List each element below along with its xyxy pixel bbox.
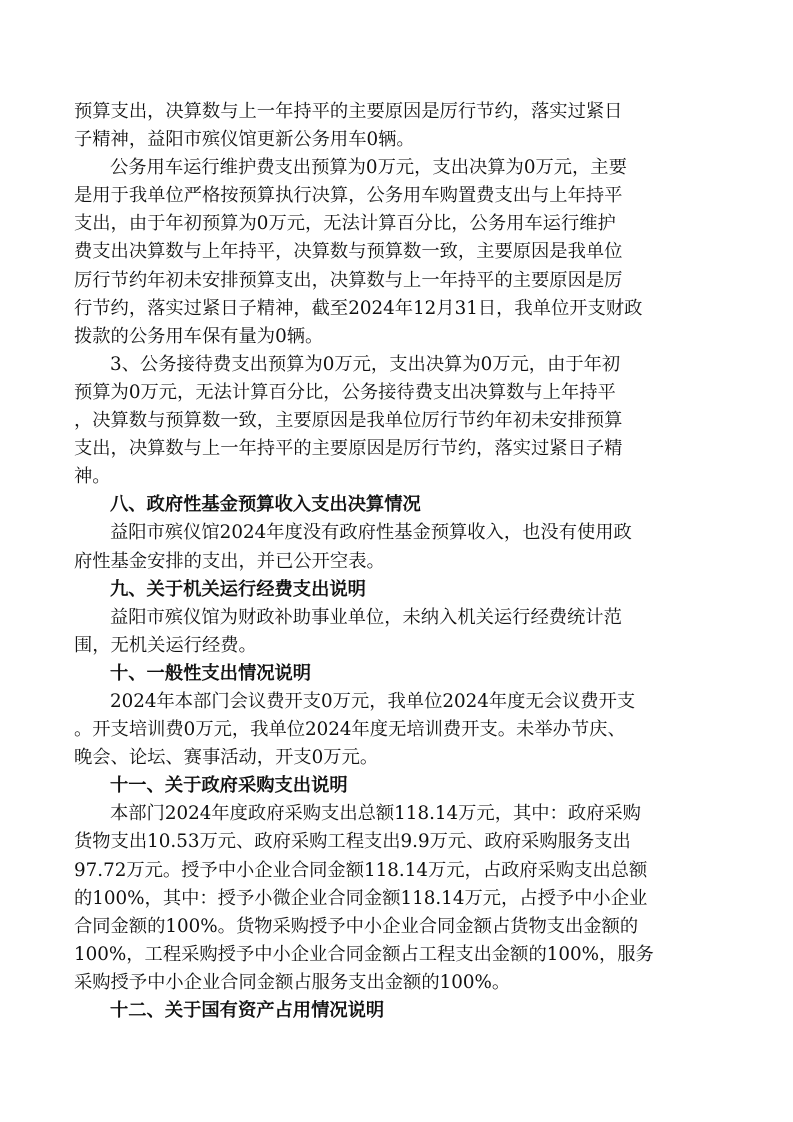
text-line: 厉行节约年初未安排预算支出，决算数与上一年持平的主要原因是厉 [74,269,623,291]
text-line: 费支出决算数与上年持平，决算数与预算数一致，主要原因是我单位 [74,241,623,263]
text-line: 。开支培训费0万元，我单位2024年度无培训费开支。未举办节庆、 [74,719,626,741]
text-line: 公务用车运行维护费支出预算为0万元，支出决算为0万元，主要 [110,157,627,179]
text-line: 货物支出10.53万元、政府采购工程支出9.9万元、政府采购服务支出 [74,831,631,853]
paragraph [74,800,724,997]
text-line: 2024年本部门会议费开支0万元，我单位2024年度无会议费开支 [110,690,636,712]
paragraph [74,519,724,575]
text-line: 拨款的公务用车保有量为0辆。 [74,325,324,347]
heading-text: 十一、关于政府采购支出说明 [110,775,348,797]
text-line: 支出，决算数与上一年持平的主要原因是厉行节约，落实过紧日子精 [74,438,623,460]
text-line: 合同金额的100%。货物采购授予中小企业合同金额占货物支出金额的 [74,915,639,937]
section-heading [74,772,724,800]
text-line: 晚会、论坛、赛事活动，开支0万元。 [74,747,379,769]
paragraph [74,688,724,772]
paragraph [74,351,724,491]
text-line: 神。 [74,466,111,488]
section-heading [74,491,724,519]
text-line: 益阳市殡仪馆为财政补助事业单位，未纳入机关运行经费统计范 [110,606,622,628]
heading-text: 九、关于机关运行经费支出说明 [110,578,366,600]
text-line: ，决算数与预算数一致，主要原因是我单位厉行节约年初未安排预算 [74,410,623,432]
text-line: 的100%，其中：授予小微企业合同金额118.14万元，占授予中小企业 [74,887,648,909]
text-line: 100%，工程采购授予中小企业合同金额占工程支出金额的100%，服务 [74,943,654,965]
text-line: 97.72万元。授予中小企业合同金额118.14万元，占政府采购支出总额 [74,859,648,881]
heading-text: 十二、关于国有资产占用情况说明 [110,1000,385,1021]
section-heading [74,660,724,688]
heading-text: 八、政府性基金预算收入支出决算情况 [110,494,421,516]
text-line: 行节约，落实过紧日子精神，截至2024年12月31日，我单位开支财政 [74,297,643,319]
text-line: 子精神，益阳市殡仪馆更新公务用车0辆。 [74,129,415,151]
text-line: 本部门2024年度政府采购支出总额118.14万元，其中：政府采购 [110,803,641,825]
document-page [74,98,724,1025]
section-heading [74,576,724,604]
text-line: 采购授予中小企业合同金额占服务支出金额的100%。 [74,971,511,993]
text-line: 是用于我单位严格按预算执行决算，公务用车购置费支出与上年持平 [74,185,623,207]
text-line: 益阳市殡仪馆2024年度没有政府性基金预算收入，也没有使用政 [110,522,632,544]
text-line: 府性基金安排的支出，并已公开空表。 [74,550,385,572]
paragraph [74,154,724,351]
paragraph [74,98,724,154]
paragraph [74,604,724,660]
text-line: 支出，由于年初预算为0万元，无法计算百分比，公务用车运行维护 [74,213,616,235]
text-line: 围，无机关运行经费。 [74,634,257,656]
text-line: 预算为0万元，无法计算百分比，公务接待费支出决算数与上年持平 [74,381,616,403]
text-line: 预算支出，决算数与上一年持平的主要原因是厉行节约，落实过紧日 [74,101,623,122]
section-heading [74,997,724,1025]
heading-text: 十、一般性支出情况说明 [110,662,312,684]
text-line: 3、公务接待费支出预算为0万元，支出决算为0万元，由于年初 [110,353,621,375]
